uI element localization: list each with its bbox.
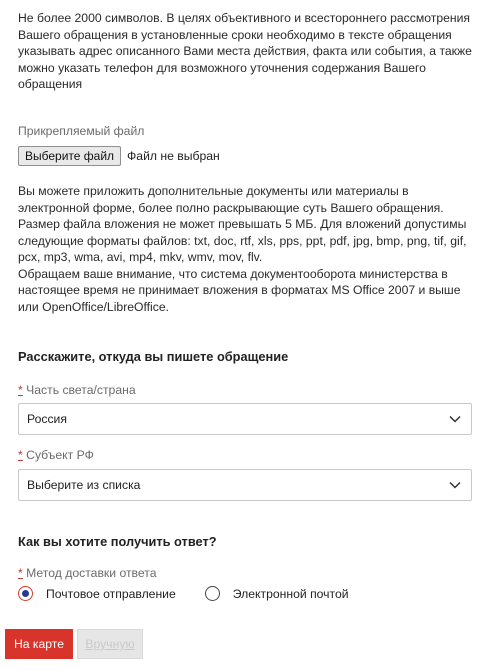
chevron-down-icon	[449, 479, 461, 491]
radio-email[interactable]	[205, 586, 220, 601]
country-select[interactable]	[18, 403, 472, 435]
attachment-label: Прикрепляемый файл	[18, 124, 145, 138]
required-mark: *	[18, 566, 23, 580]
country-select-value: Россия	[27, 412, 67, 426]
on-map-button[interactable]: На карте	[5, 629, 73, 659]
manual-button[interactable]: Вручную	[77, 629, 143, 659]
required-mark: *	[18, 448, 23, 462]
radio-postal-label[interactable]: Почтовое отправление	[46, 586, 176, 601]
attachment-note-office: Обращаем ваше внимание, что система документооборота министерства в настоящее время не принимает вложения в форматах MS Office 2007 и выше или OpenOffice/LibreOffice.	[18, 266, 461, 314]
chevron-down-icon	[449, 413, 461, 425]
region-select[interactable]	[18, 469, 472, 501]
attachment-field	[18, 146, 220, 166]
choose-file-button[interactable]: Выберите файл	[18, 146, 121, 166]
radio-postal[interactable]	[18, 586, 33, 601]
attachment-note	[18, 183, 480, 315]
reply-section-title: Как вы хотите получить ответ?	[18, 534, 217, 549]
country-label	[18, 383, 136, 397]
delivery-method-options	[18, 586, 349, 601]
message-hint-text: Не более 2000 символов. В целях объективного и всестороннего рассмотрения Вашего обращения в установленные сроки необходимо в тексте обращения указывать адрес описанного Вами места действия, факта или события, а также можно указать телефон для возможного уточнения содержания Вашего обращения	[18, 11, 472, 91]
delivery-method-label	[18, 566, 157, 580]
country-label-text: Часть света/страна	[26, 383, 136, 397]
file-status-text: Файл не выбран	[127, 149, 220, 163]
delivery-method-label-text: Метод доставки ответа	[26, 566, 157, 580]
region-label-text: Субъект РФ	[26, 448, 94, 462]
radio-email-label[interactable]: Электронной почтой	[232, 586, 349, 601]
location-section-title: Расскажите, откуда вы пишете обращение	[18, 349, 289, 364]
region-label	[18, 448, 94, 462]
region-select-value: Выберите из списка	[27, 478, 141, 492]
attachment-note-formats: Вы можете приложить дополнительные документы или материалы в электронной форме, более полно раскрывающие суть Вашего обращения. Размер файла вложения не может превышать 5 МБ. Для вложений допустимы следующие форматы файлов: txt, doc, rtf, xls, pps, ppt, pdf, jpg, bmp, png, tif, gif, pcx, mp3, wma, avi, mp4, mkv, wmv, mov, flv.	[18, 184, 467, 264]
required-mark: *	[18, 383, 23, 397]
radio-dot	[22, 590, 29, 597]
